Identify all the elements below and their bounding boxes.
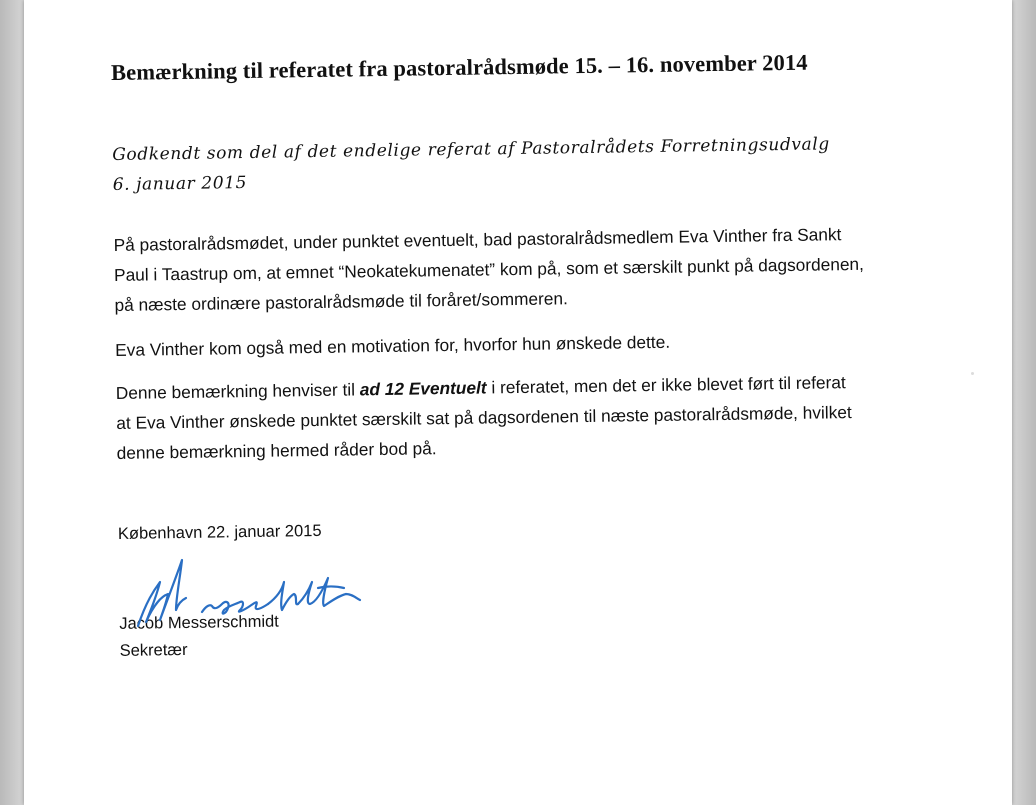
approval-note-date: 6. januar 2015 <box>112 172 248 195</box>
scan-speck <box>971 372 974 375</box>
signatory-name: Jacob Messerschmidt <box>119 612 279 633</box>
paragraph-request-line2: Paul i Taastrup om, at emnet “Neokatekumenatet” kom på, som et særskilt punkt på dagsordenen, <box>113 253 865 285</box>
agenda-item-reference: ad 12 Eventuelt <box>359 377 487 400</box>
signatory-role: Sekretær <box>119 640 188 660</box>
document-page <box>24 0 1012 805</box>
viewer-background-left <box>0 0 24 805</box>
approval-note <box>112 129 830 200</box>
paragraph-remark-line2: at Eva Vinther ønskede punktet særskilt sat på dagsordenen til næste pastoralrådsmøde, hvilket <box>116 402 852 433</box>
paragraph-request <box>113 218 944 320</box>
paragraph-remark <box>116 366 947 468</box>
paragraph-remark-text-after: i referatet, men det er ikke blevet ført til referat <box>486 372 846 398</box>
paragraph-remark-line3: denne bemærkning hermed råder bod på. <box>116 438 437 463</box>
paragraph-remark-text-before: Denne bemærkning henviser til <box>115 379 360 403</box>
paragraph-request-line1: På pastoralrådsmødet, under punktet eventuelt, bad pastoralrådsmedlem Eva Vinther fra Sankt <box>113 224 842 255</box>
paragraph-request-line3: på næste ordinære pastoralrådsmøde til foråret/sommeren. <box>114 288 568 315</box>
viewer-background-right <box>1012 0 1036 805</box>
approval-note-line1: Godkendt som del af det endelige referat af Pastoralrådets Forretningsudvalg <box>112 134 830 165</box>
document-title: Bemærkning til referatet fra pastoralrådsmøde 15. – 16. november 2014 <box>110 49 808 85</box>
place-date: København 22. januar 2015 <box>117 521 322 543</box>
paragraph-motivation: Eva Vinther kom også med en motivation for, hvorfor hun ønskede dette. <box>115 331 671 360</box>
handwritten-signature <box>132 552 372 642</box>
